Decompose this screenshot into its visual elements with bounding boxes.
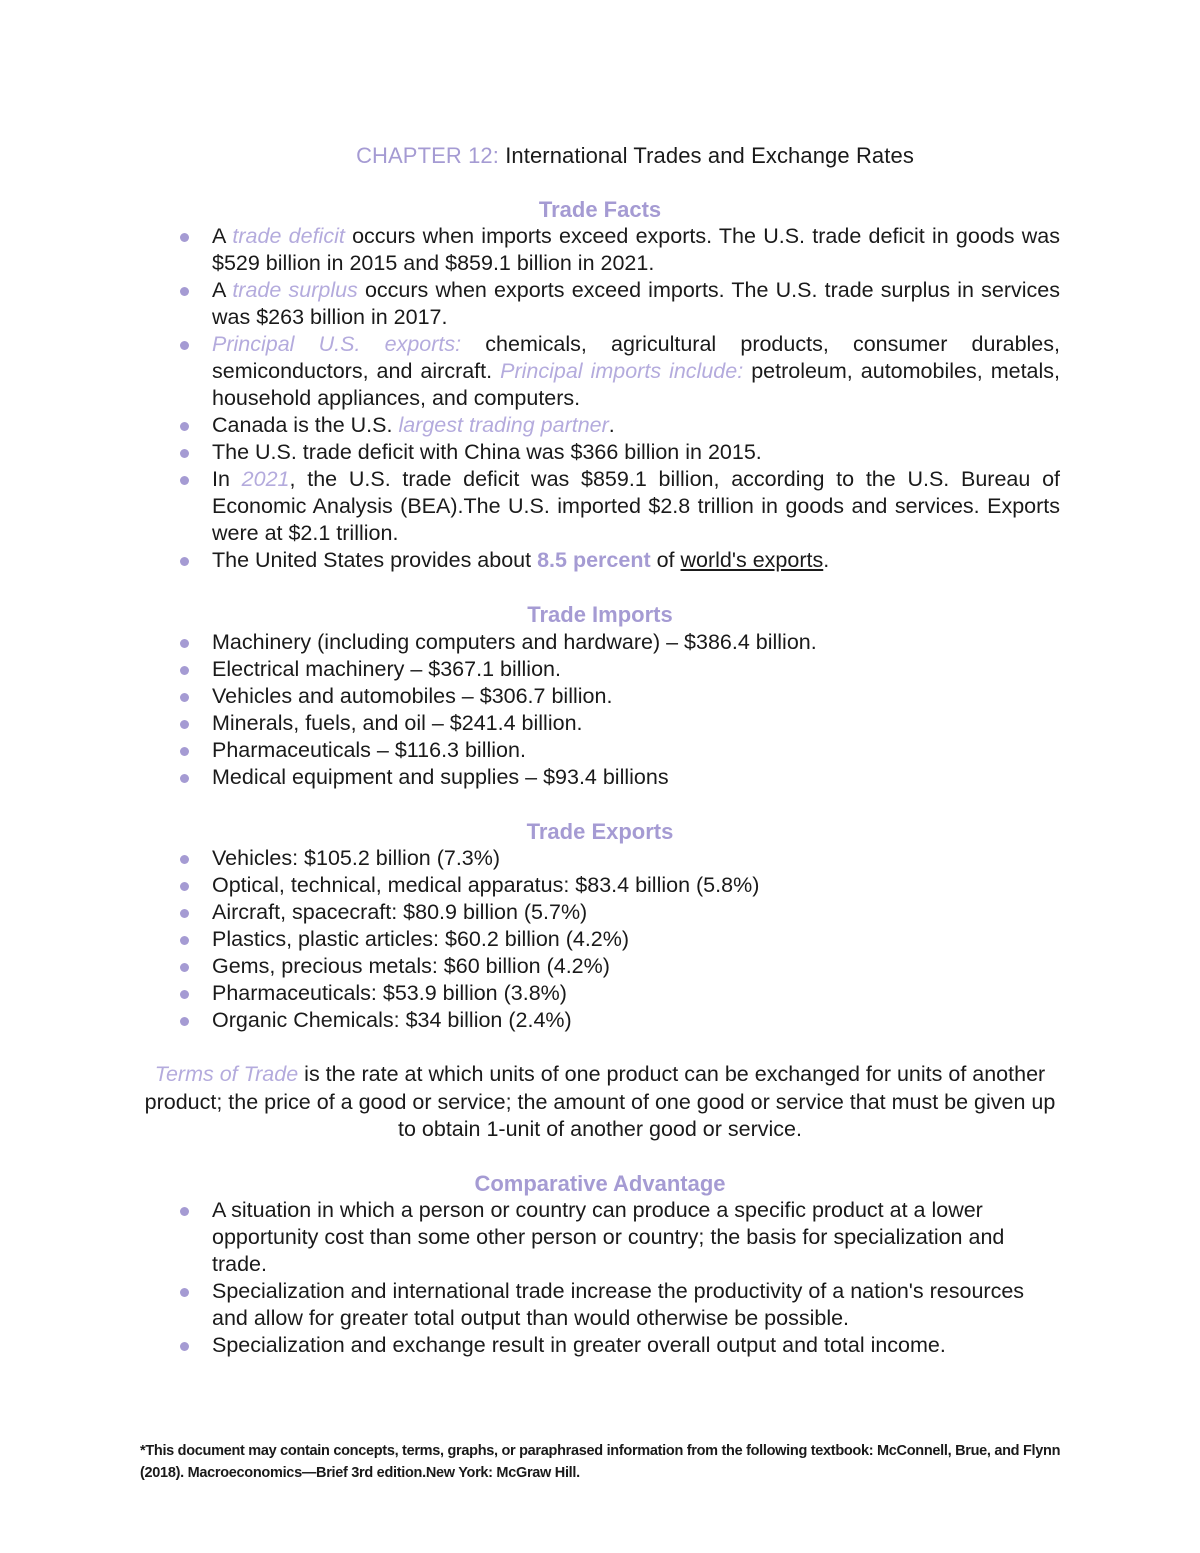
list-item: Organic Chemicals: $34 billion (2.4%): [180, 1007, 1060, 1034]
list-item: Gems, precious metals: $60 billion (4.2%): [180, 953, 1060, 980]
chapter-label: CHAPTER 12:: [356, 143, 499, 168]
term-principal-imports: Principal imports include:: [500, 359, 744, 383]
list-item: Pharmaceuticals – $116.3 billion.: [180, 737, 1060, 764]
term-principal-exports: Principal U.S. exports:: [212, 332, 462, 356]
terms-of-trade-paragraph: Terms of Trade is the rate at which units of one product can be exchanged for units of another product; the price of a good or service; the amount of one good or service that must be given up to obtain 1-unit of another good or service.: [144, 1062, 1056, 1141]
list-item: The United States provides about 8.5 percent of world's exports.: [180, 547, 1060, 574]
list-item: Pharmaceuticals: $53.9 billion (3.8%): [180, 980, 1060, 1007]
comparative-advantage-heading: Comparative Advantage: [474, 1171, 726, 1196]
term-8-5-percent: 8.5 percent: [537, 548, 651, 572]
term-trade-surplus: trade surplus: [232, 278, 358, 302]
term-trade-deficit: trade deficit: [232, 224, 345, 248]
list-item: Vehicles: $105.2 billion (7.3%): [180, 845, 1060, 872]
trade-facts-list: [180, 223, 1060, 574]
term-terms-of-trade: Terms of Trade: [154, 1062, 299, 1086]
term-largest-trading-partner: largest trading partner: [398, 413, 609, 437]
list-item: Specialization and exchange result in greater overall output and total income.: [180, 1332, 1060, 1359]
list-item: Principal U.S. exports: chemicals, agricultural products, consumer durables, semiconductors, and aircraft. Principal imports include: petroleum, automobiles, metals, household appliances, and computers.: [180, 331, 1060, 412]
list-item: Specialization and international trade increase the productivity of a nation's resources and allow for greater total output than would otherwise be possible.: [180, 1278, 1060, 1332]
list-item: Machinery (including computers and hardware) – $386.4 billion.: [180, 629, 1060, 656]
list-item: Electrical machinery – $367.1 billion.: [180, 656, 1060, 683]
list-item: A trade surplus occurs when exports exceed imports. The U.S. trade surplus in services was $263 billion in 2017.: [180, 277, 1060, 331]
list-item: Optical, technical, medical apparatus: $83.4 billion (5.8%): [180, 872, 1060, 899]
trade-exports-list: [180, 845, 1060, 1034]
list-item: A trade deficit occurs when imports exceed exports. The U.S. trade deficit in goods was $529 billion in 2015 and $859.1 billion in 2021.: [180, 223, 1060, 277]
list-item: The U.S. trade deficit with China was $366 billion in 2015.: [180, 439, 1060, 466]
page-title: [0, 141, 1200, 171]
list-item: Aircraft, spacecraft: $80.9 billion (5.7%): [180, 899, 1060, 926]
list-item: Canada is the U.S. largest trading partner.: [180, 412, 1060, 439]
list-item: A situation in which a person or country can produce a specific product at a lower opportunity cost than some other person or country; the basis for specialization and trade.: [180, 1197, 1060, 1278]
footnote: *This document may contain concepts, terms, graphs, or paraphrased information from the following textbook: McConnell, Brue, and Flynn (2018). Macroeconomics—Brief 3rd edition.New York: McGraw Hill.: [140, 1443, 1061, 1481]
chapter-title: International Trades and Exchange Rates: [498, 143, 914, 168]
trade-facts-heading: Trade Facts: [538, 197, 662, 222]
trade-imports-list: [180, 629, 1060, 791]
trade-exports-heading: Trade Exports: [526, 819, 674, 844]
list-item: Plastics, plastic articles: $60.2 billion (4.2%): [180, 926, 1060, 953]
worlds-exports-link[interactable]: world's exports: [680, 548, 824, 572]
comparative-advantage-list: [180, 1197, 1060, 1359]
trade-imports-heading: Trade Imports: [527, 602, 673, 627]
list-item: In 2021, the U.S. trade deficit was $859.1 billion, according to the U.S. Bureau of Economic Analysis (BEA).The U.S. imported $2.8 trillion in goods and services. Exports were at $2.1 trillion.: [180, 466, 1060, 547]
list-item: Minerals, fuels, and oil – $241.4 billion.: [180, 710, 1060, 737]
list-item: Vehicles and automobiles – $306.7 billion.: [180, 683, 1060, 710]
list-item: Medical equipment and supplies – $93.4 billions: [180, 764, 1060, 791]
term-year-2021: 2021: [241, 467, 290, 491]
